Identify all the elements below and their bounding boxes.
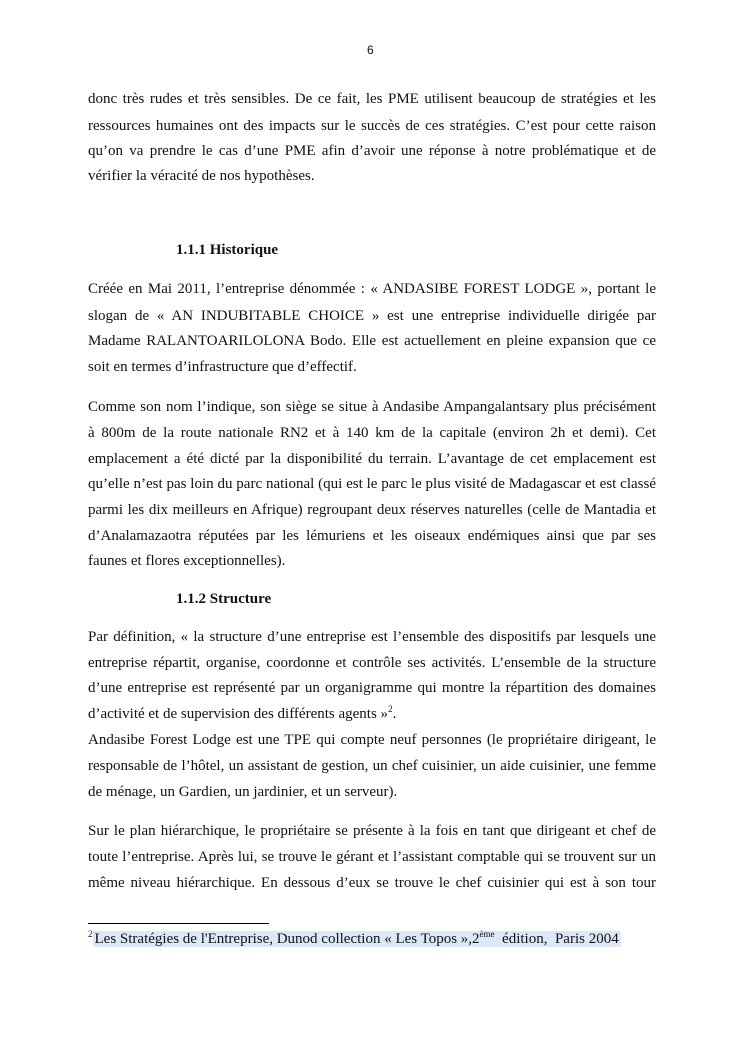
footnote-superscript: ème — [479, 929, 495, 939]
footnote-text: Les Stratégies de l'Entreprise, Dunod collection « Les Topos »,2 — [94, 931, 480, 947]
footnote — [88, 929, 621, 950]
paragraph-line: Par définition, « la structure d’une entreprise est l’ensemble des dispositifs par lesquels une — [88, 629, 656, 645]
line-text: d’activité et de supervision des différents agents » — [88, 706, 389, 722]
page-number: 6 — [367, 43, 374, 57]
paragraph-line: même niveau hiérarchique. En dessous d’eux se trouve le chef cuisinier qui est à son tour — [88, 875, 656, 891]
footnote-separator — [88, 923, 269, 924]
paragraph-line: d’une entreprise est représenté par un organigramme qui montre la répartition des domaines — [88, 680, 656, 696]
paragraph-line: toute l’entreprise. Après lui, se trouve le gérant et l’assistant comptable qui se trouvent sur un — [88, 849, 656, 865]
paragraph-line — [88, 704, 656, 724]
paragraph-line: Andasibe Forest Lodge est une TPE qui compte neuf personnes (le propriétaire dirigeant, le — [88, 732, 656, 748]
intro-line: donc très rudes et très sensibles. De ce fait, les PME utilisent beaucoup de stratégies et les — [88, 91, 656, 107]
paragraph-line: Sur le plan hiérarchique, le propriétaire se présente à la fois en tant que dirigeant et chef de — [88, 823, 656, 839]
footnote-reference[interactable]: 2 — [388, 704, 393, 714]
paragraph-line: Madame RALANTOARILOLONA Bodo. Elle est actuellement en pleine expansion que ce — [88, 333, 656, 349]
footnote-marker: 2 — [88, 929, 93, 939]
footnote-rest: édition, Paris 2004 — [494, 931, 619, 947]
footnote-text-highlighted[interactable] — [93, 931, 621, 947]
section-heading-historique: 1.1.1 Historique — [176, 242, 279, 258]
paragraph-line: soit en termes d’infrastructure que d’effectif. — [88, 359, 357, 375]
paragraph-line: Créée en Mai 2011, l’entreprise dénommée : « ANDASIBE FOREST LODGE », portant le — [88, 281, 656, 297]
intro-line: vérifier la véracité de nos hypothèses. — [88, 168, 315, 184]
section-heading-structure: 1.1.2 Structure — [176, 591, 272, 607]
paragraph-line: responsable de l’hôtel, un assistant de gestion, un chef cuisinier, un aide cuisinier, une femme — [88, 758, 656, 774]
paragraph-line: parmi les dix meilleurs en Afrique) regroupant deux réserves naturelles (celle de Mantadia et — [88, 502, 656, 518]
intro-line: qu’on va prendre le cas d’une PME afin d’avoir une réponse à notre problématique et de — [88, 143, 656, 159]
line-end: . — [392, 706, 397, 722]
paragraph-line: slogan de « AN INDUBITABLE CHOICE » est une entreprise individuelle dirigée par — [88, 308, 656, 324]
intro-line: ressources humaines ont des impacts sur le succès de ces stratégies. C’est pour cette raison — [88, 118, 656, 134]
paragraph-line: à 800m de la route nationale RN2 et à 140 km de la capitale (environ 2h et demi). Cet — [88, 425, 656, 441]
paragraph-line: faunes et flores exceptionnelles). — [88, 553, 286, 569]
paragraph-line: emplacement a été dicté par la disponibilité du terrain. L’avantage de cet emplacement est — [88, 451, 656, 467]
paragraph-line: de ménage, un Gardien, un jardinier, et un serveur). — [88, 784, 398, 800]
paragraph-line: qu’elle n’est pas loin du parc national (qui est le parc le plus visité de Madagascar et est classé — [88, 476, 656, 492]
paragraph-line: Comme son nom l’indique, son siège se situe à Andasibe Ampangalantsary plus précisément — [88, 399, 656, 415]
paragraph-line: entreprise répartit, organise, coordonne et contrôle ses activités. L’ensemble de la structure — [88, 655, 656, 671]
paragraph-line: d’Analamazaotra réputées par les lémuriens et les oiseaux endémiques ainsi que par ses — [88, 528, 656, 544]
